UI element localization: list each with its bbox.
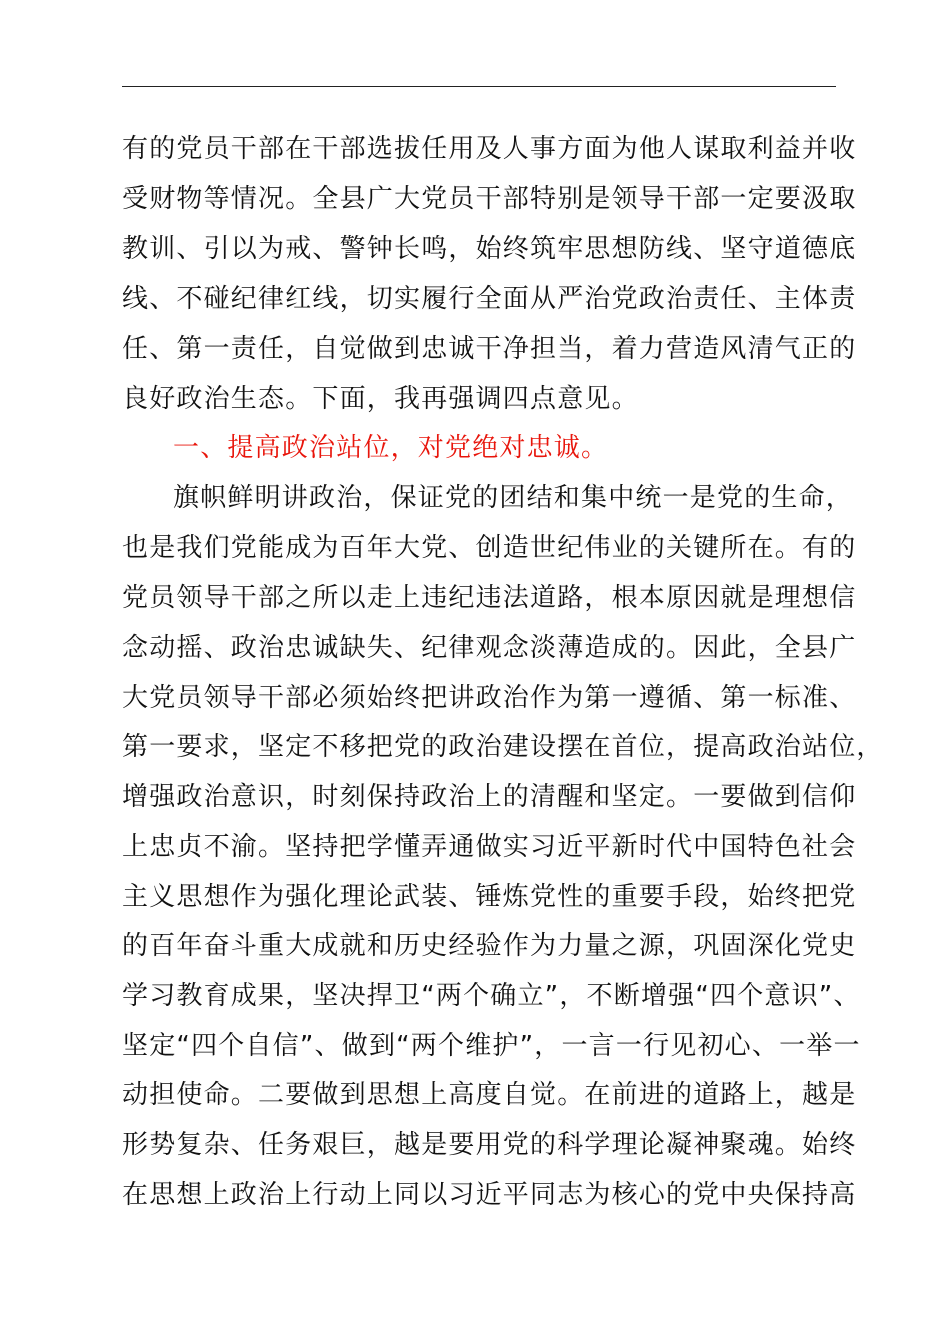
text-line: 大党员领导干部必须始终把讲政治作为第一遵循、第一标准、 — [122, 683, 857, 713]
text-line: 念动摇、政治忠诚缺失、纪律观念淡薄造成的。因此，全县广 — [122, 633, 857, 663]
text-line: 动担使命。二要做到思想上高度自觉。在前进的道路上，越是 — [122, 1080, 857, 1110]
text-line: 的百年奋斗重大成就和历史经验作为力量之源，巩固深化党史 — [122, 931, 857, 961]
text-line: 增强政治意识，时刻保持政治上的清醒和坚定。一要做到信仰 — [122, 782, 857, 812]
text-line: 在思想上政治上行动上同以习近平同志为核心的党中央保持高 — [122, 1180, 857, 1210]
text-line: 线、不碰纪律红线，切实履行全面从严治党政治责任、主体责 — [122, 284, 857, 314]
text-line: 主义思想作为强化理论武装、锤炼党性的重要手段，始终把党 — [122, 882, 857, 912]
text-line: 有的党员干部在干部选拔任用及人事方面为他人谋取利益并收 — [122, 134, 857, 164]
section-heading: 一、提高政治站位，对党绝对忠诚。 — [173, 433, 609, 463]
header-rule — [122, 86, 836, 87]
text-line: 受财物等情况。全县广大党员干部特别是领导干部一定要汲取 — [122, 184, 857, 214]
text-line: 第一要求，坚定不移把党的政治建设摆在首位，提高政治站位， — [122, 732, 884, 762]
text-line: 任、第一责任，自觉做到忠诚干净担当，着力营造风清气正的 — [122, 334, 857, 364]
text-line: 学习教育成果，坚决捍卫“两个确立”，不断增强“四个意识”、 — [122, 981, 861, 1011]
text-line: 形势复杂、任务艰巨，越是要用党的科学理论凝神聚魂。始终 — [122, 1130, 857, 1160]
text-line: 坚定“四个自信”、做到“两个维护”，一言一行见初心、一举一 — [122, 1031, 861, 1061]
text-line: 旗帜鲜明讲政治，保证党的团结和集中统一是党的生命， — [173, 483, 854, 513]
text-line: 良好政治生态。下面，我再强调四点意见。 — [122, 384, 639, 414]
text-line: 上忠贞不渝。坚持把学懂弄通做实习近平新时代中国特色社会 — [122, 832, 857, 862]
text-line: 也是我们党能成为百年大党、创造世纪伟业的关键所在。有的 — [122, 533, 857, 563]
text-line: 教训、引以为戒、警钟长鸣，始终筑牢思想防线、坚守道德底 — [122, 234, 857, 264]
text-line: 党员领导干部之所以走上违纪违法道路，根本原因就是理想信 — [122, 583, 857, 613]
